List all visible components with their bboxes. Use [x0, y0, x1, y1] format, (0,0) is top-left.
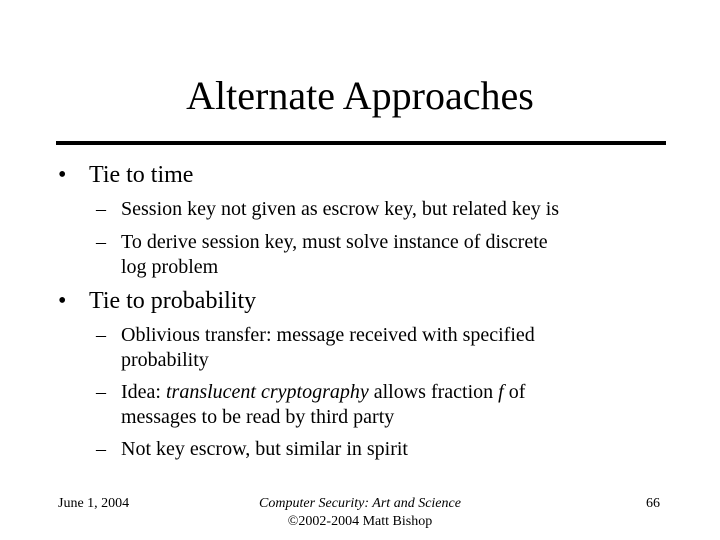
dash-glyph: – [96, 438, 106, 460]
sub-bullet-text: Not key escrow, but similar in spirit [121, 438, 408, 460]
dash-glyph: – [96, 198, 106, 220]
sub-bullet-text: Session key not given as escrow key, but related key is [121, 198, 560, 220]
emphasis-translucent-cryptography: translucent cryptography [165, 381, 369, 403]
sub-bullet-text-line2: messages to be read by third party [121, 406, 395, 428]
sub-bullet-text-line2: log problem [121, 256, 219, 278]
footer-copyright: ©2002-2004 Matt Bishop [287, 514, 433, 529]
idea-middle: allows fraction [368, 381, 499, 403]
dash-glyph: – [96, 324, 106, 346]
bullet-text: Tie to time [89, 162, 194, 188]
footer-date: June 1, 2004 [58, 496, 130, 511]
bullet-glyph: • [58, 162, 67, 188]
footer-course-info [210, 495, 510, 531]
title-underline [56, 141, 666, 145]
idea-suffix: of [503, 381, 526, 403]
sub-bullet-text-line1: Oblivious transfer: message received with specified [121, 324, 535, 346]
dash-glyph: – [96, 231, 106, 253]
bullet-text: Tie to probability [89, 288, 257, 314]
footer-page-number: 66 [646, 496, 660, 511]
variable-f: f [498, 381, 504, 403]
sub-bullet-text-line2: probability [121, 349, 209, 371]
slide-title: Alternate Approaches [186, 73, 534, 118]
bullet-glyph: • [58, 288, 67, 314]
dash-glyph: – [96, 381, 106, 403]
sub-bullet-text-line1: To derive session key, must solve instance of discrete [121, 231, 548, 253]
sub-bullet-text-line1 [121, 381, 525, 404]
idea-prefix: Idea: [121, 381, 166, 403]
footer-course-title: Computer Security: Art and Science [259, 496, 461, 511]
